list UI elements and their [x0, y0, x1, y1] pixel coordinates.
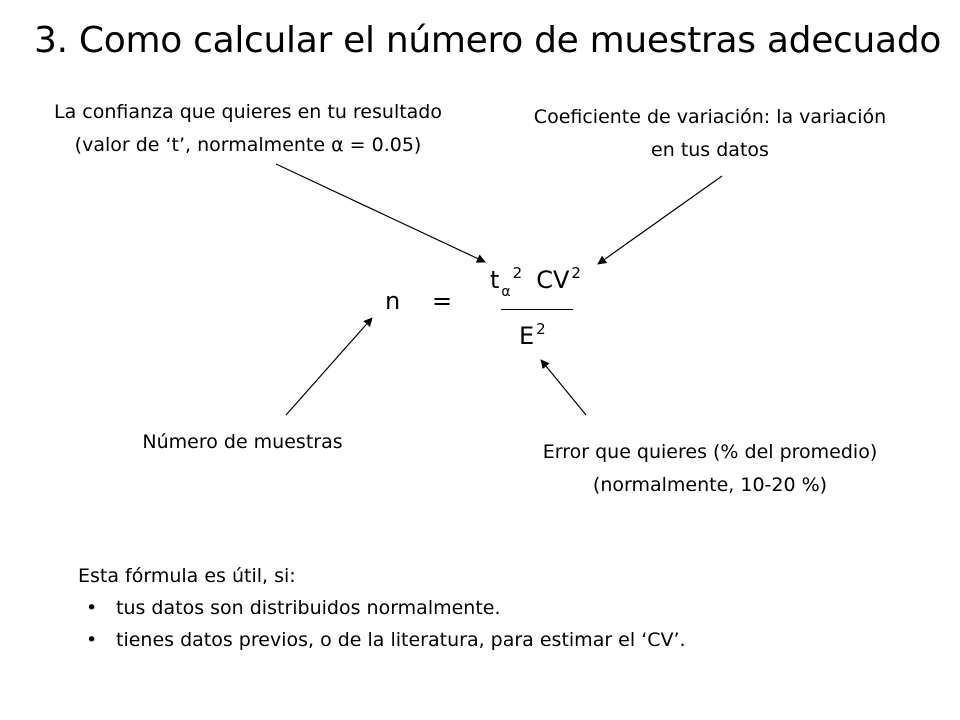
- bullet-icon: •: [86, 597, 98, 619]
- cv-label-line-2: en tus datos: [651, 139, 769, 161]
- notes-list: [78, 592, 686, 656]
- bullet-icon: •: [86, 629, 98, 651]
- list-item-text: tienes datos previos, o de la literatura, para estimar el ‘CV’.: [116, 629, 686, 651]
- formula-e-exponent: 2: [536, 320, 546, 338]
- cv-label-line-1: Coeficiente de variación: la variación: [533, 106, 887, 128]
- formula-t-subscript: α: [501, 284, 511, 300]
- arrow-error: [541, 360, 586, 415]
- formula-equals: =: [432, 287, 453, 315]
- list-item: [78, 592, 686, 624]
- formula-e: E: [519, 322, 535, 350]
- formula-cv: CV: [536, 266, 570, 294]
- confidence-label-line-2: (valor de ‘t’, normalmente α = 0.05): [74, 134, 422, 156]
- page-title: 3. Como calcular el número de muestras adecuado: [34, 20, 942, 61]
- formula-n: n: [385, 287, 401, 315]
- formula-cv-exponent: 2: [571, 264, 581, 282]
- arrow-n: [286, 318, 372, 415]
- error-label-line-2: (normalmente, 10-20 %): [592, 474, 828, 496]
- arrow-confidence: [276, 164, 485, 262]
- arrow-cv: [598, 176, 722, 264]
- sample-count-label-line-1: Número de muestras: [142, 431, 343, 453]
- notes: [78, 560, 686, 656]
- confidence-label-line-1: La confianza que quieres en tu resultado: [54, 101, 442, 123]
- formula-t-exponent: 2: [512, 264, 523, 282]
- formula-t: t: [490, 266, 500, 294]
- list-item-text: tus datos son distribuidos normalmente.: [116, 597, 501, 619]
- notes-intro: Esta fórmula es útil, si:: [78, 565, 296, 587]
- error-label-line-1: Error que quieres (% del promedio): [542, 441, 878, 463]
- list-item: [78, 624, 686, 656]
